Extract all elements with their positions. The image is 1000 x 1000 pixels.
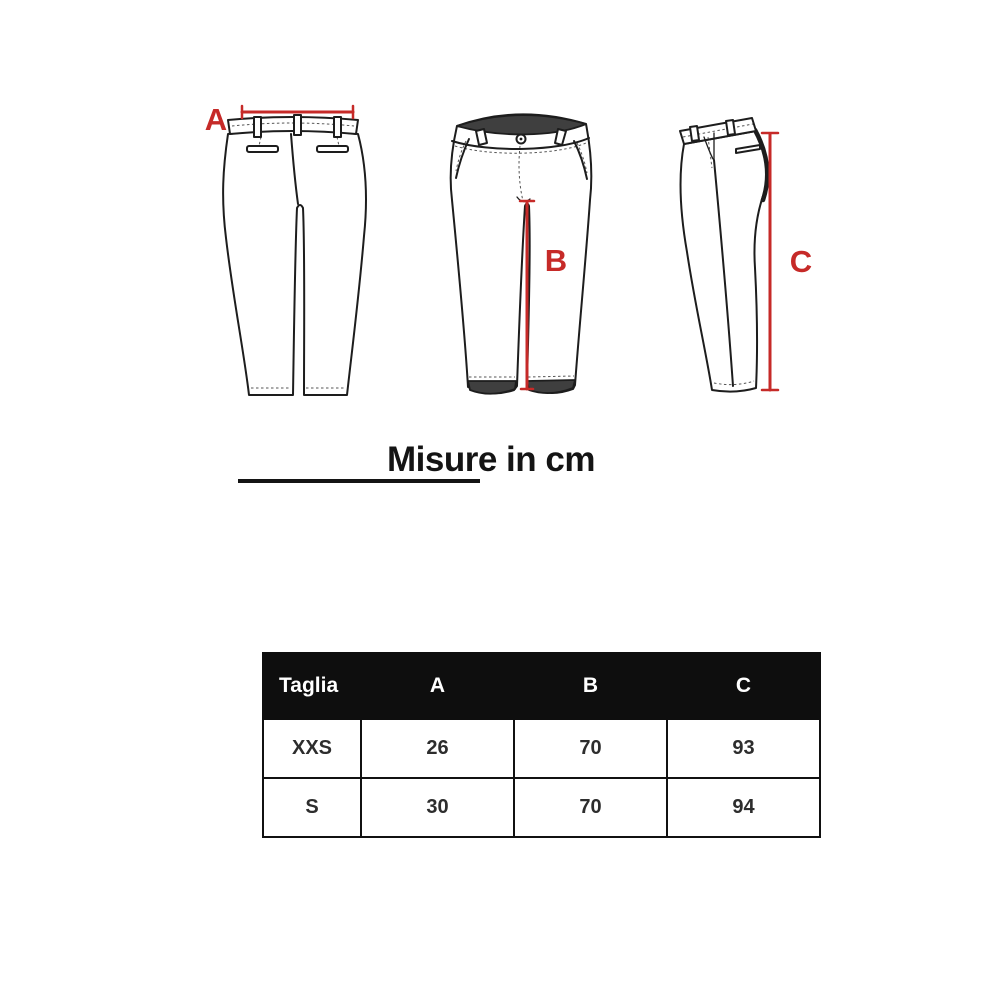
measurement-label-c: C [789, 244, 813, 279]
pants-side-view-illustration [680, 118, 767, 392]
measurement-label-a: A [204, 102, 228, 137]
table-header-b: B [514, 653, 667, 719]
page-title: Misure in cm [387, 440, 595, 479]
size-name-cell: S [263, 778, 361, 837]
measure-b-cell: 70 [514, 719, 667, 778]
belt-loop [294, 115, 301, 135]
table-header-row [263, 653, 820, 719]
belt-loop [334, 117, 341, 137]
back-pocket [247, 146, 278, 152]
belt-loop [254, 117, 261, 137]
table-header-taglia: Taglia [263, 653, 361, 719]
pants-back-view-illustration [223, 115, 366, 395]
measure-b-cell: 70 [514, 778, 667, 837]
measure-c-cell: 94 [667, 778, 820, 837]
pants-front-view-illustration [451, 114, 592, 393]
table-row-xxs [263, 719, 820, 778]
belt-loop [690, 126, 699, 141]
leg-hem-inner [468, 381, 516, 394]
measurement-label-b: B [544, 243, 568, 278]
table-header-c: C [667, 653, 820, 719]
title-underline [238, 479, 480, 483]
waist-button-hole [520, 138, 523, 141]
table-row-s [263, 778, 820, 837]
back-pocket [317, 146, 348, 152]
size-table [262, 652, 821, 838]
belt-loop [726, 120, 735, 135]
measure-a-cell: 26 [361, 719, 514, 778]
pants-front-body [451, 114, 592, 393]
measure-c-cell: 93 [667, 719, 820, 778]
measure-a-cell: 30 [361, 778, 514, 837]
table-header-a: A [361, 653, 514, 719]
size-name-cell: XXS [263, 719, 361, 778]
belt-loop [476, 129, 487, 145]
